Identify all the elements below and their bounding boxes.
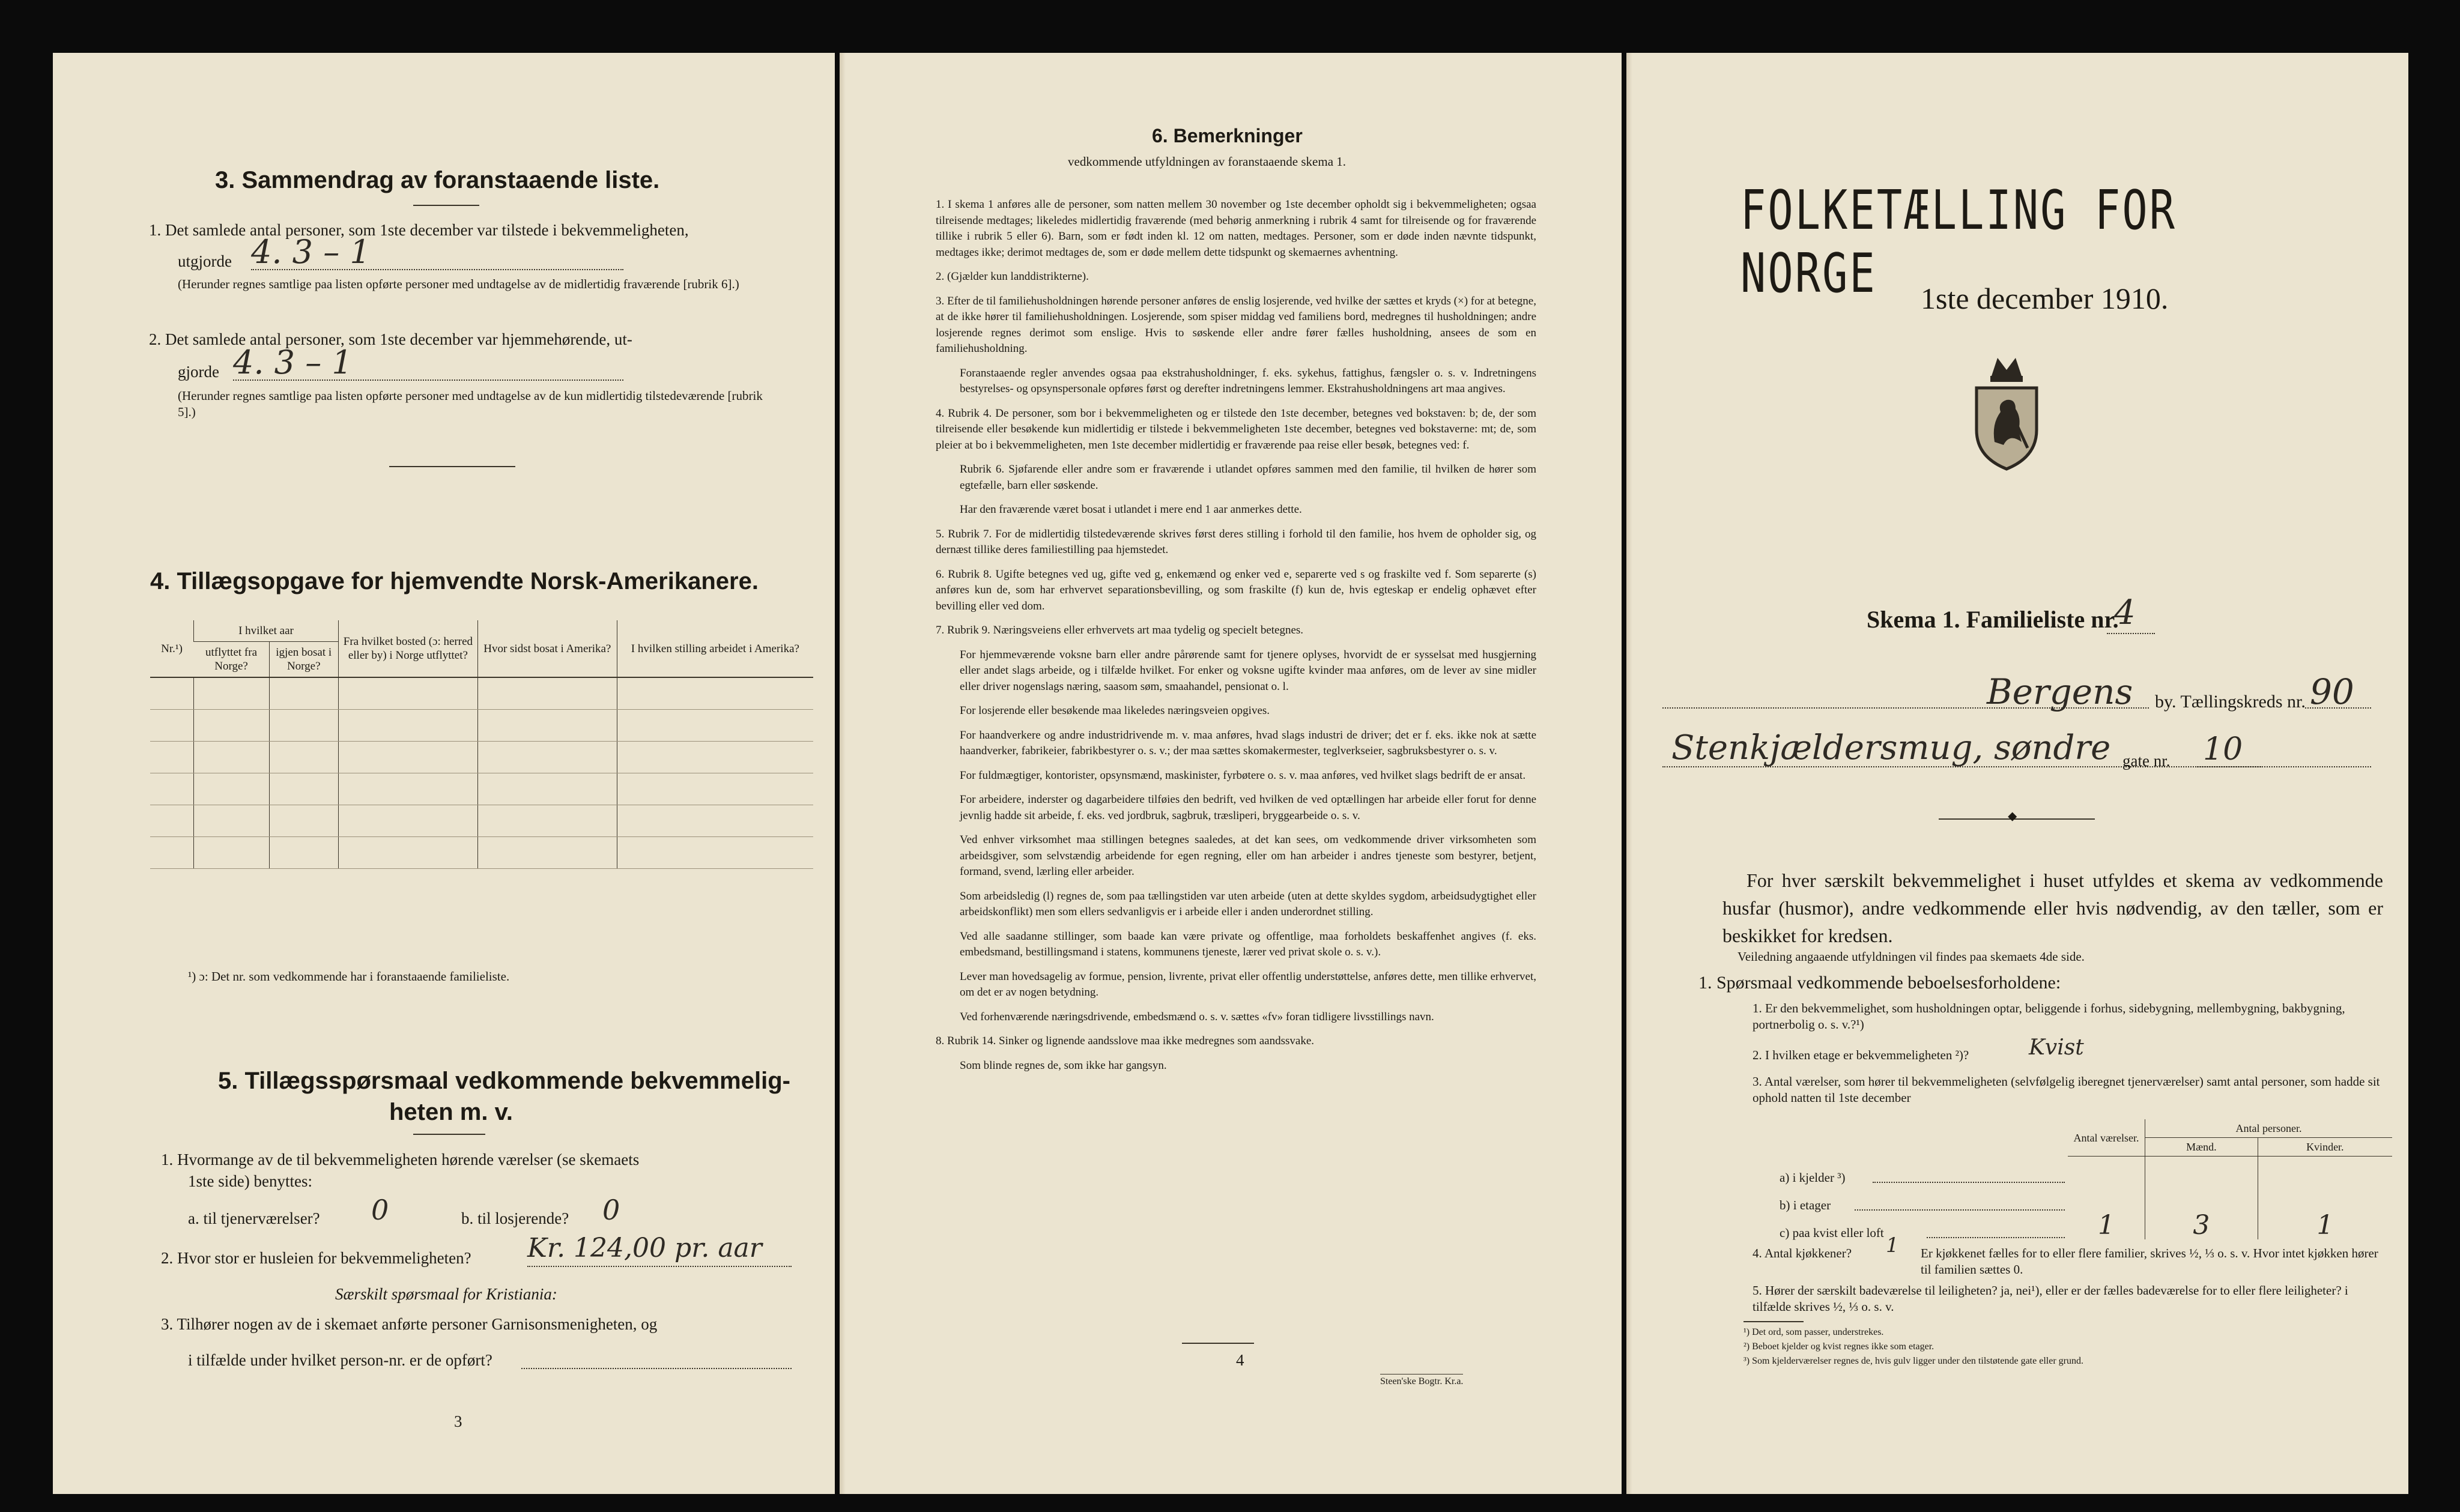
- col-bosat: igjen bosat i Norge?: [269, 642, 338, 678]
- remark-paragraph: 2. (Gjælder kun landdistrikterne).: [936, 270, 1089, 283]
- street-label: gate nr.: [2122, 752, 2171, 770]
- city-label: by. Tællingskreds nr.: [2155, 692, 2306, 712]
- row-c-label: c) paa kvist eller loft: [1780, 1226, 1884, 1240]
- section-5-title-1: 5. Tillægsspørsmaal vedkommende bekvemmelig-: [218, 1068, 790, 1094]
- row-a-label: a) i kjelder ³): [1780, 1170, 1846, 1185]
- street-nr-hand: 10: [2203, 731, 2243, 767]
- s3-item2-handwriting: 4. 3 – 1: [233, 343, 353, 381]
- remark-paragraph: 1. I skema 1 anføres alle de personer, som natten mellem 30 november og 1ste december opholdt sig i bekvemmeligheten; ogsaa tilreisende medtages; likeledes midlertidig fraværende (med behørig anmerkning i rubrik 4 samt for tilreisende og for fraværende tillike i rubrik 5 eller 6). Barn, som er født inden kl. 12 om natten, medtages. Personer, som er døde inden nævnte tidspunkt, medtages ikke; derimot medtages de, som er døde mellem dette tidspunkt og skemaernes avhentning.: [936, 198, 1536, 259]
- col-persons: Antal personer.: [2145, 1119, 2393, 1138]
- section-4-title: 4. Tillægsopgave for hjemvendte Norsk-Amerikanere.: [150, 568, 759, 594]
- s3-item1-prefix: utgjorde: [178, 252, 232, 270]
- q1: 1. Er den bekvemmelighet, som husholdningen optar, beliggende i forhus, sidebygning, mellembygning, bakbygning, portnerbolig o. s. v.?¹): [1753, 1001, 2345, 1032]
- q3: 3. Antal værelser, som hører til bekvemmeligheten (selvfølgelig iberegnet tjenerværelser) samt antal personer, som hadde sit ophold natten til 1ste december: [1753, 1074, 2380, 1105]
- table-row: [150, 710, 813, 742]
- col-rooms: Antal værelser.: [2068, 1119, 2145, 1157]
- remarks-subtitle: vedkommende utfyldningen av foranstaaende skema 1.: [1068, 154, 1347, 169]
- kreds-hand: 90: [2310, 671, 2354, 712]
- col-women: Kvinder.: [2258, 1138, 2392, 1157]
- s5-q3b: i tilfælde under hvilket person-nr. er de opført?: [188, 1351, 492, 1369]
- q4: 4. Antal kjøkkener?: [1753, 1246, 1852, 1260]
- row-c-women: 1: [2258, 1212, 2392, 1239]
- col-nr: Nr.¹): [150, 620, 194, 677]
- rooms-table: [2068, 1119, 2392, 1239]
- remark-paragraph: Foranstaaende regler anvendes ogsaa paa ekstrahusholdninger, f. eks. sykehus, fattighus, fængsler o. s. v. Indretningens bestyrelses- og opsynspersonale opføres først og derefter indretningens lemmer. Ekstrahusholdningens art maa angives.: [960, 366, 1536, 395]
- norway-coat-of-arms-icon: [1968, 352, 2046, 472]
- q4-hand: 1: [1886, 1233, 1899, 1257]
- remark-paragraph: Ved enhver virksomhet maa stillingen betegnes saaledes, at det kan sees, om vedkommende driver virksomheten som arbeidsgiver, som selvstændig arbeidende for egen regning, eller om han arbeider i andres tjeneste som bestyrer, betjent, formand, svend, lærling eller arbeider.: [960, 833, 1536, 878]
- page-1-front: [1626, 53, 2408, 1494]
- guide-text: Veiledning angaaende utfyldningen vil findes paa skemaets 4de side.: [1737, 949, 2085, 964]
- remark-paragraph: Ved alle saadanne stillinger, som baade kan være private og offentlige, maa forholdets beskaffenhet angives (f. eks. embedsmand, bestillingsmand i statens, kommunens tjeneste, lærer ved privat skole o. s. v.).: [960, 930, 1536, 958]
- remark-paragraph: 4. Rubrik 4. De personer, som bor i bekvemmeligheten og er tilstede den 1ste december, betegnes ved bokstaven: b; de, der som tilreisende eller besøkende kun midlertidig er tilstede i bekvemmeligheten 1ste december, betegnes ved bokstaverne: mt; de, som pleier at bo i bekvemmeligheten, men 1ste december midlertidig er fraværende paa reise eller besøk, betegnes ved: f.: [936, 407, 1536, 452]
- s5-q1b-hand: 0: [602, 1194, 620, 1226]
- s5-q1b: 1ste side) benyttes:: [188, 1172, 312, 1190]
- remark-paragraph: For losjerende eller besøkende maa likeledes næringsveien opgives.: [960, 704, 1270, 717]
- remark-paragraph: For fuldmægtiger, kontorister, opsynsmænd, maskinister, fyrbøtere o. s. v. maa anføres, ved hvilket slags bedrift de er ansat.: [960, 769, 1526, 782]
- col-utflyttet: utflyttet fra Norge?: [194, 642, 269, 678]
- city-hand: Bergens: [1987, 671, 2133, 712]
- remark-paragraph: Rubrik 6. Sjøfarende eller andre som er fraværende i utlandet opføres sammen med den familie, til hvilken de hører som egtefælle, barn eller søskende.: [960, 463, 1536, 492]
- s5-q2: 2. Hvor stor er husleien for bekvemmeligheten?: [161, 1249, 471, 1267]
- s3-item2-note: (Herunder regnes samtlige paa listen opførte personer med undtagelse av de kun midlertidig tilstedeværende [rubrik 5].): [178, 389, 763, 419]
- questions-title: 1. Spørsmaal vedkommende beboelsesforholdene:: [1698, 973, 2061, 993]
- table-row: [2068, 1184, 2392, 1212]
- footnote-2: ²) Beboet kjelder og kvist regnes ikke som etager.: [1744, 1341, 1934, 1352]
- s5-special: Særskilt spørsmaal for Kristiania:: [335, 1285, 557, 1303]
- page-number: 4: [1236, 1351, 1244, 1369]
- remark-paragraph: 5. Rubrik 7. For de midlertidig tilstedeværende skrives først deres stilling i forhold til den familie, hos hvem de opholder sig, og dernæst tillike deres familiestilling paa hjemstedet.: [936, 527, 1536, 556]
- ornament-divider: ⬥: [2008, 808, 2017, 823]
- row-c-men: 3: [2145, 1212, 2258, 1239]
- table-row: [150, 837, 813, 869]
- s5-q1a: a. til tjenerværelser?: [188, 1209, 320, 1227]
- table-row: [2068, 1212, 2392, 1239]
- page-4-remarks: [840, 53, 1622, 1494]
- printer-mark: Steen'ske Bogtr. Kr.a.: [1380, 1374, 1463, 1387]
- section-5-title-2: heten m. v.: [389, 1099, 513, 1125]
- page-number: 3: [454, 1412, 462, 1430]
- remark-paragraph: Som blinde regnes de, som ikke har gangsyn.: [960, 1059, 1167, 1072]
- col-bosted: Fra hvilket bosted (ɔ: herred eller by) i Norge utflyttet?: [338, 620, 477, 677]
- remark-paragraph: For arbeidere, inderster og dagarbeidere tilføies den bedrift, ved hvilken de ved optællingen har arbeide eller forut for denne jevnlig hadde sit arbeide, f. eks. ved jordbruk, sagbruk, træsliperi, bryggearbeide o. s. v.: [960, 793, 1536, 822]
- col-stilling: I hvilken stilling arbeidet i Amerika?: [617, 620, 813, 677]
- remark-paragraph: Har den fraværende været bosat i utlandet i mere end 1 aar anmerkes dette.: [960, 503, 1302, 516]
- q2: 2. I hvilken etage er bekvemmeligheten ²)?: [1753, 1048, 1969, 1062]
- main-title: FOLKETÆLLING FOR NORGE: [1740, 179, 2177, 305]
- q4-rest: Er kjøkkenet fælles for to eller flere familier, skrives ½, ⅓ o. s. v. Hvor intet kjøkken hører til familien sættes 0.: [1921, 1246, 2378, 1277]
- s3-item1-handwriting: 4. 3 – 1: [251, 233, 371, 271]
- remark-paragraph: Ved forhenværende næringsdrivende, embedsmænd o. s. v. sættes «fv» foran tidligere livsstillings navn.: [960, 1010, 1434, 1023]
- table-row: [150, 677, 813, 710]
- remark-paragraph: For hjemmeværende voksne barn eller andre pårørende samt for tjenere oplyses, hvorvidt de er sysselsat med husgjerning eller andet slags arbeide, og i tilfælde hvilket. For enker og voksne ugifte kvinder maa anføres, om de lever av sine midler eller driver nogenslags næring, saasom søm, smaahandel, pensionat o. l.: [960, 648, 1536, 693]
- s3-item2-prefix: gjorde: [178, 363, 219, 381]
- table-row: [150, 805, 813, 837]
- remark-paragraph: 3. Efter de til familiehusholdningen hørende personer anføres de enslig losjerende, ved hvilke der sættes et kryds (×) for at betegne, at de ikke hører til familiehusholdningen. Losjerende, som spiser middag ved familiens bord, medregnes til husholdningen; andre losjerende regnes derimot som enslige. Hvis to søskende eller andre fører fælles husholdning, ansees de som en familiehusholdning.: [936, 294, 1536, 355]
- row-b-label: b) i etager: [1780, 1198, 1831, 1212]
- remark-paragraph: Lever man hovedsagelig av formue, pension, livrente, privat eller offentlig understøttelse, anføres dette, men tillike erhvervet, om det er av nogen betydning.: [960, 970, 1536, 999]
- table-row: [150, 742, 813, 773]
- intro-text: For hver særskilt bekvemmelighet i huset utfyldes et skema av vedkommende husfar (husmor), andre vedkommende eller hvis nødvendig, av den tæller, som er beskikket for kredsen.: [1722, 869, 2383, 946]
- schema-label: Skema 1. Familieliste nr.: [1867, 606, 2119, 633]
- census-date: 1ste december 1910.: [1921, 282, 2169, 315]
- s3-item2: 2. Det samlede antal personer, som 1ste december var hjemmehørende, ut-: [149, 330, 632, 348]
- s5-q3: 3. Tilhører nogen av de i skemaet anførte personer Garnisonsmenigheten, og: [161, 1315, 658, 1333]
- remark-paragraph: Som arbeidsledig (l) regnes de, som paa tællingstiden var uten arbeide (uten at dette skyldes sygdom, arbeidsudygtighet eller arbeidskonflikt) men som ellers sedvanligvis er i arbeide eller i anden underordnet stilling.: [960, 889, 1536, 918]
- col-amerika: Hvor sidst bosat i Amerika?: [477, 620, 617, 677]
- s5-q2-hand: Kr. 124,00 pr. aar: [527, 1233, 762, 1263]
- norsk-amerikanere-table: [150, 620, 813, 869]
- footnote-1: ¹) Det ord, som passer, understrekes.: [1744, 1327, 1884, 1337]
- s4-footnote: ¹) ɔ: Det nr. som vedkommende har i foranstaaende familieliste.: [188, 969, 510, 984]
- q5: 5. Hører der særskilt badeværelse til leiligheten? ja, nei¹), eller er der fælles badeværelse for to eller flere leiligheter? i tilfælde skrives ½, ⅓ o. s. v.: [1753, 1283, 2348, 1314]
- schema-number-hand: 4: [2114, 593, 2136, 632]
- s5-q1a-hand: 0: [371, 1194, 389, 1226]
- s3-item1-note: (Herunder regnes samtlige paa listen opførte personer med undtagelse av de midlertidig fraværende [rubrik 6].): [178, 277, 739, 291]
- s5-q1b-label: b. til losjerende?: [461, 1209, 569, 1227]
- remark-paragraph: 6. Rubrik 8. Ugifte betegnes ved ug, gifte ved g, enkemænd og enker ved e, separerte ved s og fraskilte ved f. Som separerte (s) anføres kun de, som har erhvervet separationsbevilling, og som fraskilte (f) kun de, hvis egteskap er endelig ophævet efter bevilling eller ved dom.: [936, 567, 1536, 612]
- col-group: I hvilket aar: [194, 620, 339, 642]
- footnote-3: ³) Som kjelderværelser regnes de, hvis gulv ligger under den tilstøtende gate eller grund.: [1744, 1356, 2083, 1366]
- remark-paragraph: For haandverkere og andre industridrivende m. v. maa anføres, hvad slags industri de driver; det er f. eks. ikke nok at sætte haandverker, fabrikeier, fabrikbestyrer o. s. v.; der maa sættes skomakermester, teglverkseier, sagbruksbestyrer o. s. v.: [960, 728, 1536, 757]
- remarks-title: 6. Bemerkninger: [1152, 125, 1303, 147]
- row-c-rooms: 1: [2098, 1210, 2115, 1241]
- remarks-body: [936, 197, 1536, 1082]
- s3-item1: 1. Det samlede antal personer, som 1ste december var tilstede i bekvemmeligheten,: [149, 221, 689, 239]
- street-hand: Stenkjældersmug, søndre: [1671, 728, 2111, 767]
- table-row: [2068, 1157, 2392, 1185]
- section-3-title: 3. Sammendrag av foranstaaende liste.: [215, 167, 660, 193]
- s5-q1: 1. Hvormange av de til bekvemmeligheten hørende værelser (se skemaets: [161, 1151, 640, 1169]
- col-men: Mænd.: [2145, 1138, 2258, 1157]
- remark-paragraph: 7. Rubrik 9. Næringsveiens eller erhvervets art maa tydelig og specielt betegnes.: [936, 624, 1304, 637]
- remark-paragraph: 8. Rubrik 14. Sinker og lignende aandsslove maa ikke medregnes som aandssvake.: [936, 1035, 1315, 1047]
- page-3-summary: [53, 53, 835, 1494]
- table-row: [150, 773, 813, 805]
- q2-hand: Kvist: [2029, 1035, 2084, 1060]
